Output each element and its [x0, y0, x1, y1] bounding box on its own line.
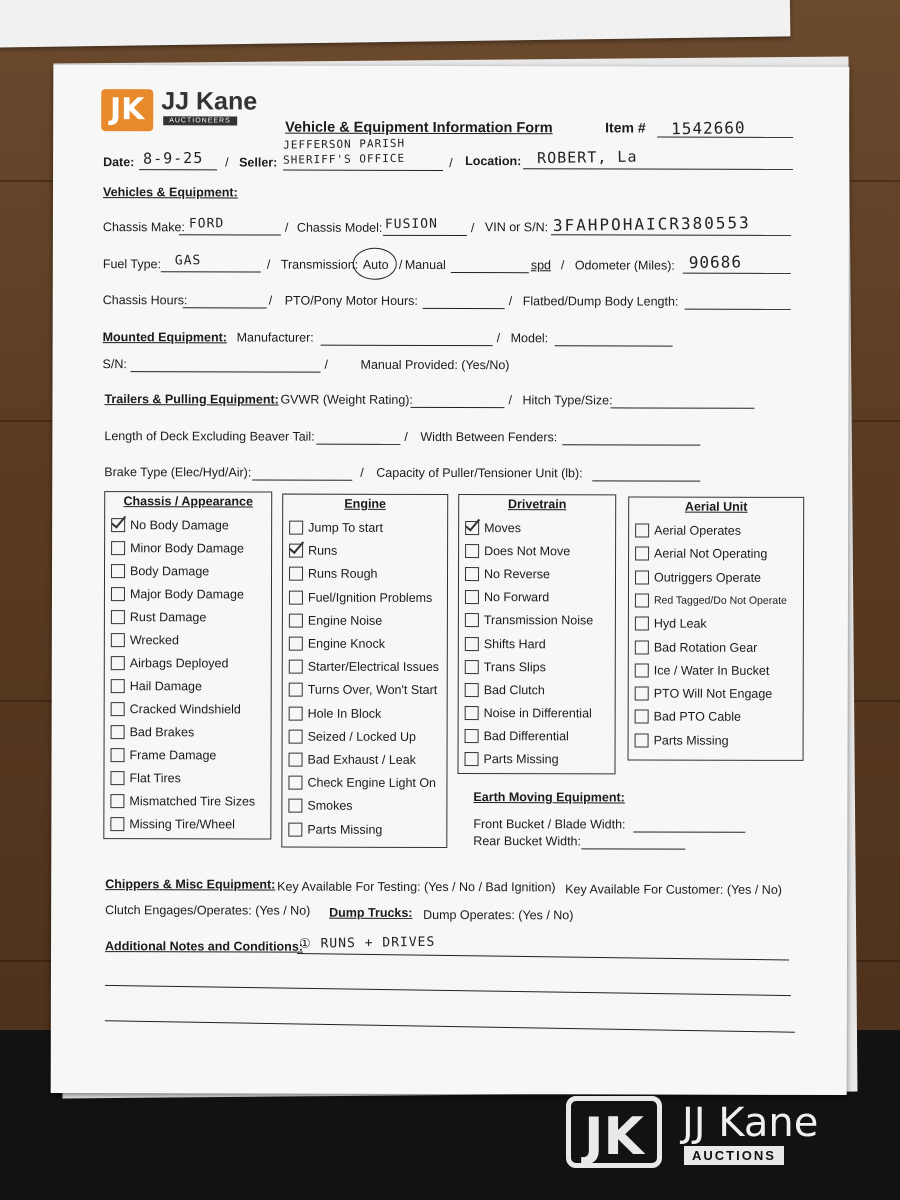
engine-checkbox-label: Runs — [308, 543, 338, 558]
chassis-model-label: Chassis Model: — [296, 220, 383, 235]
sn-label: S/N: — [102, 357, 127, 372]
checkbox-icon[interactable] — [289, 613, 303, 627]
engine-checkbox-item[interactable] — [289, 521, 383, 535]
engine-checkbox-item[interactable] — [289, 683, 438, 697]
checkbox-icon[interactable] — [111, 748, 125, 762]
capacity-label: Capacity of Puller/Tensioner Unit (lb): — [376, 465, 583, 481]
drivetrain-box-title: Drivetrain — [507, 497, 567, 512]
aerial-checkbox-item[interactable] — [635, 617, 707, 631]
date-value[interactable]: 8-9-25 — [142, 148, 204, 168]
clutch-operates: Clutch Engages/Operates: (Yes / No) — [105, 903, 311, 918]
checkbox-icon[interactable] — [465, 683, 479, 697]
spd-label: spd — [530, 258, 551, 273]
engine-checkbox-label: Jump To start — [308, 520, 383, 535]
seller-line — [283, 170, 443, 171]
flatbed-label: Flatbed/Dump Body Length: — [522, 294, 679, 309]
engine-checkbox-label: Seized / Locked Up — [307, 729, 417, 744]
fuel-value[interactable]: GAS — [174, 253, 202, 269]
drivetrain-checkbox-label: Transmission Noise — [483, 613, 594, 628]
notes-line-2 — [105, 985, 791, 996]
checkbox-icon[interactable] — [635, 523, 649, 537]
drivetrain-checkbox-label: Bad Differential — [483, 728, 569, 744]
location-value[interactable]: ROBERT, La — [536, 147, 638, 168]
checkbox-icon[interactable] — [288, 822, 302, 836]
drivetrain-checkbox-item[interactable] — [465, 613, 593, 627]
aerial-checkbox-item[interactable] — [635, 687, 773, 701]
chassis-box-title: Chassis / Appearance — [123, 494, 253, 509]
chassis-checkbox-label: Wrecked — [129, 633, 179, 648]
engine-checkbox-item[interactable] — [288, 822, 382, 836]
aerial-checkbox-item[interactable] — [635, 733, 729, 747]
checkbox-icon[interactable] — [289, 637, 303, 651]
drivetrain-checkbox-item[interactable] — [465, 637, 546, 651]
aerial-checkbox-item[interactable] — [635, 523, 741, 537]
aerial-checkbox-item[interactable] — [635, 663, 770, 677]
drivetrain-checkbox-item[interactable] — [465, 729, 569, 743]
engine-checkbox-item[interactable] — [289, 706, 382, 720]
checkbox-icon[interactable] — [289, 683, 303, 697]
engine-checkbox-label: Parts Missing — [307, 822, 383, 837]
checkbox-icon[interactable] — [635, 547, 649, 561]
hitch-label: Hitch Type/Size: — [522, 393, 613, 408]
checkbox-icon[interactable] — [111, 702, 125, 716]
checkbox-icon[interactable] — [635, 663, 649, 677]
engine-checkbox-item[interactable] — [289, 637, 385, 651]
drivetrain-checkbox-item[interactable] — [465, 590, 549, 604]
checkbox-icon[interactable] — [465, 590, 479, 604]
drivetrain-checkbox-item[interactable] — [465, 567, 550, 581]
drivetrain-checkbox-label: Noise in Differential — [483, 705, 592, 721]
chassis-checkbox-label: Minor Body Damage — [130, 541, 245, 556]
chassis-checkbox-item[interactable] — [111, 748, 217, 762]
aerial-checkbox-label: Hyd Leak — [653, 616, 707, 631]
seller-value-line1[interactable]: JEFFERSON PARISH — [283, 136, 406, 152]
drivetrain-checkbox-label: Parts Missing — [483, 752, 559, 767]
checkbox-icon[interactable] — [110, 817, 124, 831]
logo-subtitle: AUCTIONEERS — [163, 116, 237, 125]
watermark-logo-icon: JK — [566, 1096, 662, 1168]
engine-checkbox-label: Hole In Block — [307, 706, 382, 721]
aerial-checkbox-label: Red Tagged/Do Not Operate — [653, 594, 787, 607]
manufacturer-label: Manufacturer: — [236, 330, 314, 345]
aerial-checkbox-label: PTO Will Not Engage — [653, 686, 773, 701]
checkbox-icon[interactable] — [465, 613, 479, 627]
engine-checkbox-label: Runs Rough — [307, 567, 378, 582]
checkbox-icon[interactable] — [289, 660, 303, 674]
engine-checkbox-item[interactable] — [289, 613, 382, 627]
seller-value-line2[interactable]: SHERIFF'S OFFICE — [283, 151, 406, 167]
chassis-checkbox-item[interactable] — [111, 518, 229, 532]
aerial-checkbox-label: Aerial Operates — [654, 523, 742, 538]
engine-box — [281, 494, 448, 848]
checkbox-icon[interactable] — [465, 544, 479, 558]
checkbox-icon[interactable] — [111, 725, 125, 739]
engine-checkbox-item[interactable] — [289, 590, 432, 604]
chassis-checkbox-item[interactable] — [111, 725, 195, 739]
vin-value[interactable]: 3FAHPOHAICR380553 — [552, 213, 751, 235]
engine-checkbox-label: Engine Noise — [307, 613, 383, 628]
chassis-checkbox-item[interactable] — [111, 541, 244, 555]
item-label: Item # — [605, 119, 646, 136]
watermark-name: JJ Kane — [682, 1100, 819, 1146]
checkbox-icon[interactable] — [465, 729, 479, 743]
drivetrain-checkbox-item[interactable] — [465, 544, 570, 558]
notes-value[interactable]: ① RUNS + DRIVES — [298, 934, 436, 952]
engine-checkbox-item[interactable] — [289, 567, 378, 581]
chassis-checkbox-item[interactable] — [110, 794, 255, 808]
rear-bucket-label: Rear Bucket Width: — [473, 834, 582, 849]
checkbox-icon[interactable] — [111, 679, 125, 693]
engine-checkbox-item[interactable] — [289, 729, 416, 743]
checkbox-icon[interactable] — [289, 706, 303, 720]
chassis-checkbox-item[interactable] — [110, 817, 235, 831]
checkbox-icon[interactable] — [465, 660, 479, 674]
fuel-label: Fuel Type: — [102, 257, 161, 272]
checkbox-icon[interactable] — [111, 633, 125, 647]
earth-moving-label: Earth Moving Equipment: — [473, 790, 625, 805]
chassis-make-value[interactable]: FORD — [188, 216, 225, 232]
chassis-checkbox-item[interactable] — [111, 679, 202, 693]
chassis-checkbox-item[interactable] — [111, 587, 244, 601]
engine-checkbox-label: Check Engine Light On — [307, 775, 437, 791]
checkbox-icon[interactable] — [465, 637, 479, 651]
checkbox-icon[interactable] — [635, 617, 649, 631]
front-bucket-label: Front Bucket / Blade Width: — [473, 817, 626, 832]
key-testing: Key Available For Testing: (Yes / No / Bad Ignition) — [277, 879, 556, 895]
checkbox-icon[interactable] — [110, 794, 124, 808]
chassis-model-value[interactable]: FUSION — [384, 216, 439, 233]
chassis-checkbox-item[interactable] — [111, 702, 241, 716]
chassis-checkbox-label: Hail Damage — [129, 679, 203, 694]
checkbox-icon[interactable] — [289, 590, 303, 604]
checkbox-icon[interactable] — [288, 776, 302, 790]
date-line — [139, 169, 217, 170]
checkbox-icon[interactable] — [635, 710, 649, 724]
drivetrain-checkbox-item[interactable] — [465, 660, 546, 674]
drivetrain-checkbox-label: No Reverse — [483, 567, 551, 582]
checkbox-icon[interactable] — [465, 567, 479, 581]
engine-checkbox-item[interactable] — [289, 753, 416, 767]
checked-box-icon[interactable] — [465, 521, 479, 535]
checkbox-icon[interactable] — [111, 587, 125, 601]
checkbox-icon[interactable] — [111, 656, 125, 670]
brake-type-label: Brake Type (Elec/Hyd/Air): — [104, 465, 252, 480]
aerial-checkbox-item[interactable] — [635, 710, 741, 724]
engine-checkbox-label: Bad Exhaust / Leak — [307, 752, 416, 767]
chassis-checkbox-item[interactable] — [111, 633, 179, 647]
drivetrain-checkbox-item[interactable] — [465, 521, 521, 535]
aerial-checkbox-label: Ice / Water In Bucket — [653, 663, 770, 678]
chassis-checkbox-label: Frame Damage — [129, 748, 217, 763]
checkbox-icon[interactable] — [110, 771, 124, 785]
logo-name: JJ Kane — [161, 87, 258, 116]
engine-checkbox-item[interactable] — [288, 776, 436, 790]
engine-checkbox-label: Starter/Electrical Issues — [307, 659, 440, 675]
drivetrain-checkbox-label: Bad Clutch — [483, 682, 545, 697]
section-vehicles: Vehicles & Equipment: — [102, 185, 238, 200]
checkbox-icon[interactable] — [635, 687, 649, 701]
checkbox-icon[interactable] — [289, 753, 303, 767]
engine-checkbox-label: Fuel/Ignition Problems — [307, 590, 433, 605]
checkbox-icon[interactable] — [289, 729, 303, 743]
form-title: Vehicle & Equipment Information Form — [285, 119, 553, 137]
location-label: Location: — [465, 154, 522, 169]
aerial-checkbox-item[interactable] — [635, 593, 787, 607]
inspection-form: JK JJ Kane AUCTIONEERS Vehicle & Equipment Information Form Item # 1542660 Date: 8-9-25 / Seller: JEFFERSON PARISH SHERIFF'S OFFICE / Location: ROBERT, La Vehicles & Equipment: Chassis Make: FORD / Chassis Model: FUSION / VIN or S/N: 3FAHPOHAICR380553 Fuel Type: GAS / Transmission: Auto / Manual spd / Odometer (Miles): 90686 Chassis Hours: / PTO/Pony Motor Hours: / Flatbed/Dump Body Length: Mounted Equipment: Manufacturer: / Model: S/N: / Manual Provided: (Yes/No) Trailers & Pulling Equipment: GVWR (Weight Rating): / Hitch Type/Size: Length of Deck Excluding Beaver Tail: / Width Between Fenders: Brake Type (Elec/Hyd/Air): / Capacity of Puller/Tensioner Unit (lb): Chassis / Appearance No Body Damage Minor Body Damage Body Damage Major Body Damage Rust Damage Wrecked Airbags Deployed Hail Damage Cracked Windshield Bad Brakes Frame Damage Flat Tires Mismatched Tire Sizes Missing Tire/Wheel Engine Jump To start Runs Runs Rough Fuel/Ignition Problems Engine Noise Engine Knock Starter/Electrical Issues Turns Over, Won't Start Hole In Block Seized / Locked Up Bad Exhaust / Leak Check Engine Light On Smokes Parts Missing Drivetrain Moves Does Not Move No Reverse No Forward Transmission Noise Shifts Hard Trans Slips Bad Clutch Noise in Differential Bad Differential Parts Missing Aerial Unit Aerial Operates Aerial Not Operating Outriggers Operate Red Tagged/Do Not Operate Hyd Leak Bad Rotation Gear Ice / Water In Bucket PTO Will Not Engage Bad PTO Cable Parts Missing Earth Moving Equipment: Front Bucket / Blade Width: Rear Bucket Width: Chippers & Misc Equipment: Key Available For Testing: (Yes / No / Bad Ignition) Key Available For Customer: (Yes / No) Clutch Engages/Operates: (Yes / No) Dump Trucks: Dump Operates: (Yes / No) Additional Notes and Conditions: ① RUNS + DRIVES — [51, 65, 850, 1095]
chassis-checkbox-label: No Body Damage — [130, 518, 229, 533]
engine-box-title: Engine — [344, 496, 387, 511]
chassis-make-label: Chassis Make: — [102, 220, 185, 235]
mounted-equipment-label: Mounted Equipment: — [102, 330, 227, 345]
aerial-unit-box — [628, 496, 805, 760]
aerial-checkbox-item[interactable] — [635, 640, 758, 654]
engine-checkbox-item[interactable] — [289, 544, 337, 558]
engine-checkbox-label: Engine Knock — [307, 636, 385, 651]
drivetrain-checkbox-item[interactable] — [465, 706, 592, 720]
chassis-checkbox-label: Major Body Damage — [129, 587, 244, 602]
transmission-auto[interactable]: Auto — [362, 257, 389, 272]
auto-circle-mark — [353, 248, 397, 280]
checkbox-icon[interactable] — [635, 570, 649, 584]
checked-box-icon[interactable] — [289, 544, 303, 558]
engine-checkbox-label: Smokes — [307, 799, 353, 814]
location-line — [523, 168, 793, 170]
chippers-label: Chippers & Misc Equipment: — [105, 877, 276, 892]
aerial-checkbox-item[interactable] — [635, 547, 767, 561]
notes-line-3 — [105, 1020, 795, 1032]
engine-checkbox-label: Turns Over, Won't Start — [307, 683, 438, 698]
drivetrain-checkbox-label: Moves — [484, 521, 521, 536]
dump-trucks-label: Dump Trucks: — [329, 905, 413, 920]
chassis-checkbox-item[interactable] — [110, 771, 180, 785]
gvwr-label: GVWR (Weight Rating): — [280, 392, 413, 407]
transmission-manual[interactable]: Manual — [404, 257, 446, 272]
notes-label: Additional Notes and Conditions: — [105, 939, 303, 954]
engine-checkbox-item[interactable] — [288, 799, 352, 813]
drivetrain-checkbox-label: Does Not Move — [484, 544, 571, 559]
checkbox-icon[interactable] — [465, 752, 479, 766]
aerial-box-title: Aerial Unit — [684, 499, 748, 514]
checkbox-icon[interactable] — [635, 593, 649, 607]
aerial-checkbox-item[interactable] — [635, 570, 761, 584]
odometer-label: Odometer (Miles): — [574, 258, 675, 273]
checkbox-icon[interactable] — [289, 521, 303, 535]
watermark-sub: AUCTIONS — [684, 1146, 784, 1165]
vin-label: VIN or S/N: — [484, 220, 549, 235]
checkbox-icon[interactable] — [635, 640, 649, 654]
key-customer: Key Available For Customer: (Yes / No) — [565, 882, 782, 897]
checkbox-icon[interactable] — [635, 733, 649, 747]
transmission-label: Transmission: — [280, 257, 359, 272]
trailers-label: Trailers & Pulling Equipment: — [104, 392, 279, 407]
aerial-checkbox-label: Bad Rotation Gear — [653, 640, 758, 655]
chassis-checkbox-label: Body Damage — [130, 564, 210, 579]
chassis-checkbox-label: Mismatched Tire Sizes — [129, 794, 256, 809]
manual-provided: Manual Provided: (Yes/No) — [360, 357, 510, 373]
aerial-checkbox-label: Aerial Not Operating — [654, 546, 768, 562]
model-label: Model: — [510, 331, 549, 346]
checkbox-icon[interactable] — [111, 541, 125, 555]
pto-hours-label: PTO/Pony Motor Hours: — [284, 293, 418, 308]
checked-box-icon[interactable] — [111, 518, 125, 532]
chassis-checkbox-label: Flat Tires — [129, 771, 181, 786]
fenders-label: Width Between Fenders: — [420, 429, 558, 445]
chassis-checkbox-item[interactable] — [111, 656, 229, 670]
chassis-checkbox-label: Bad Brakes — [129, 725, 195, 740]
checkbox-icon[interactable] — [111, 610, 125, 624]
dump-operates: Dump Operates: (Yes / No) — [423, 907, 574, 923]
drivetrain-checkbox-label: Shifts Hard — [483, 636, 546, 651]
background-sheet — [0, 0, 790, 48]
drivetrain-checkbox-item[interactable] — [465, 752, 559, 766]
deck-length-label: Length of Deck Excluding Beaver Tail: — [104, 429, 315, 444]
checkbox-icon[interactable] — [289, 567, 303, 581]
aerial-checkbox-label: Outriggers Operate — [653, 570, 762, 585]
engine-checkbox-item[interactable] — [289, 660, 439, 674]
chassis-hours-label: Chassis Hours: — [102, 293, 188, 308]
chassis-appearance-box — [103, 491, 272, 839]
date-label: Date: — [103, 155, 135, 170]
chassis-checkbox-item[interactable] — [111, 564, 209, 578]
drivetrain-box — [457, 494, 616, 774]
chassis-checkbox-label: Rust Damage — [129, 610, 207, 625]
seller-label: Seller: — [239, 155, 278, 170]
drivetrain-checkbox-label: No Forward — [483, 590, 550, 605]
aerial-checkbox-label: Bad PTO Cable — [653, 709, 741, 725]
item-value[interactable]: 1542660 — [671, 118, 746, 139]
odometer-value[interactable]: 90686 — [688, 252, 743, 273]
drivetrain-checkbox-item[interactable] — [465, 683, 545, 697]
checkbox-icon[interactable] — [288, 799, 302, 813]
chassis-checkbox-label: Missing Tire/Wheel — [129, 817, 235, 832]
aerial-checkbox-label: Parts Missing — [653, 733, 729, 748]
drivetrain-checkbox-label: Trans Slips — [483, 659, 546, 674]
checkbox-icon[interactable] — [111, 564, 125, 578]
chassis-checkbox-item[interactable] — [111, 610, 206, 624]
chassis-checkbox-label: Airbags Deployed — [129, 656, 229, 671]
jjkane-logo-icon: JK — [101, 89, 153, 131]
chassis-checkbox-label: Cracked Windshield — [129, 702, 241, 717]
checkbox-icon[interactable] — [465, 706, 479, 720]
